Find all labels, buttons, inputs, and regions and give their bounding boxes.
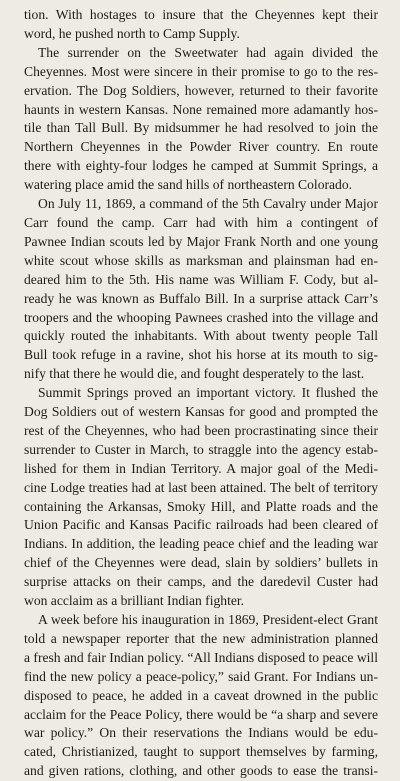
text-line: war policy.” On their reservations the Indians would be edu- (24, 725, 378, 741)
text-line: Summit Springs proved an important victory. It flushed the (38, 385, 378, 401)
text-line: On July 11, 1869, a command of the 5th Cavalry under Major (38, 196, 378, 212)
text-line: deared him to the 5th. His name was William F. Cody, but al- (24, 271, 378, 287)
paragraph-5 (24, 611, 378, 781)
text-line: Pawnee Indian scouts led by Major Frank North and one young (24, 233, 378, 249)
text-line: find the new policy a peace-policy,” said Grant. For Indians un- (24, 668, 378, 684)
text-line: chief of the Cheyennes were dead, slain by soldiers’ bullets in (24, 555, 378, 571)
text-line: white scout whose skills as marksman and plainsman had en- (24, 252, 378, 268)
text-line: won acclaim as a brilliant Indian fighter. (24, 593, 245, 609)
text-line: Carr found the camp. Carr had with him a contingent of (24, 214, 378, 230)
text-line: containing the Arkansas, Smoky Hill, and Platte roads and the (24, 498, 378, 514)
text-line: and given rations, clothing, and other goods to ease the transi- (24, 763, 378, 779)
paragraph-3 (24, 195, 378, 384)
text-line: quickly routed the inhabitants. With about twenty people Tall (24, 328, 378, 344)
text-line: Bull took refuge in a ravine, shot his horse at its mouth to sig- (24, 347, 378, 363)
text-line: rest of the Cheyennes, who had been procrastinating since their (24, 422, 378, 438)
text-line: ready he was known as Buffalo Bill. In a surprise attack Carr’s (24, 290, 378, 306)
text-line: A week before his inauguration in 1869, President-elect Grant (38, 612, 378, 627)
text-line: troopers and the whooping Pawnees crashed into the village and (24, 309, 378, 325)
paragraph-2 (24, 44, 378, 195)
text-line: disposed to peace, he added in a caveat drowned in the public (24, 687, 378, 703)
text-line: nify that there he would die, and fought desperately to the last. (24, 366, 365, 382)
text-line: there with eighty-four lodges he camped at Summit Springs, a (24, 158, 378, 174)
text-line: Indians. In addition, the leading peace chief and the leading war (24, 536, 378, 552)
text-line: lished for them in Indian Territory. A major goal of the Medi- (24, 460, 378, 476)
text-line: word, he pushed north to Camp Supply. (24, 25, 240, 41)
paragraph-4 (24, 384, 378, 611)
text-line: The surrender on the Sweetwater had again divided the (38, 44, 378, 60)
text-line: surprise attacks on their camps, and the daredevil Custer had (24, 574, 378, 590)
text-line: Cheyennes. Most were sincere in their promise to go to the res- (24, 63, 378, 79)
text-line: Northern Cheyennes in the Powder River country. En route (24, 139, 378, 155)
text-line: haunts in western Kansas. None remained more adamantly hos- (24, 101, 378, 117)
text-line: Union Pacific and Kansas Pacific railroads had been cleared of (24, 517, 378, 533)
text-line: Dog Soldiers out of western Kansas for good and prompted the (24, 404, 378, 420)
text-line: cated, Christianized, taught to support themselves by farming, (24, 744, 378, 760)
text-line: tion. With hostages to insure that the Cheyennes kept their (24, 7, 378, 22)
text-line: a fresh and fair Indian policy. “All Indians disposed to peace will (24, 649, 378, 665)
text-line: tile than Tall Bull. By midsummer he had resolved to join the (24, 120, 378, 136)
text-line: acclaim for the Peace Policy, there would be “a sharp and severe (24, 706, 378, 722)
text-line: watering place amid the sand hills of northeastern Colorado. (24, 177, 353, 193)
text-line: told a newspaper reporter that the new administration planned (24, 630, 378, 646)
text-line: surrender to Custer in March, to straggle into the agency estab- (24, 441, 378, 457)
text-line: ervation. The Dog Soldiers, however, returned to their favorite (24, 82, 378, 98)
paragraph-1 (24, 6, 378, 44)
text-line: cine Lodge treaties had at last been attained. The belt of territory (24, 479, 378, 495)
